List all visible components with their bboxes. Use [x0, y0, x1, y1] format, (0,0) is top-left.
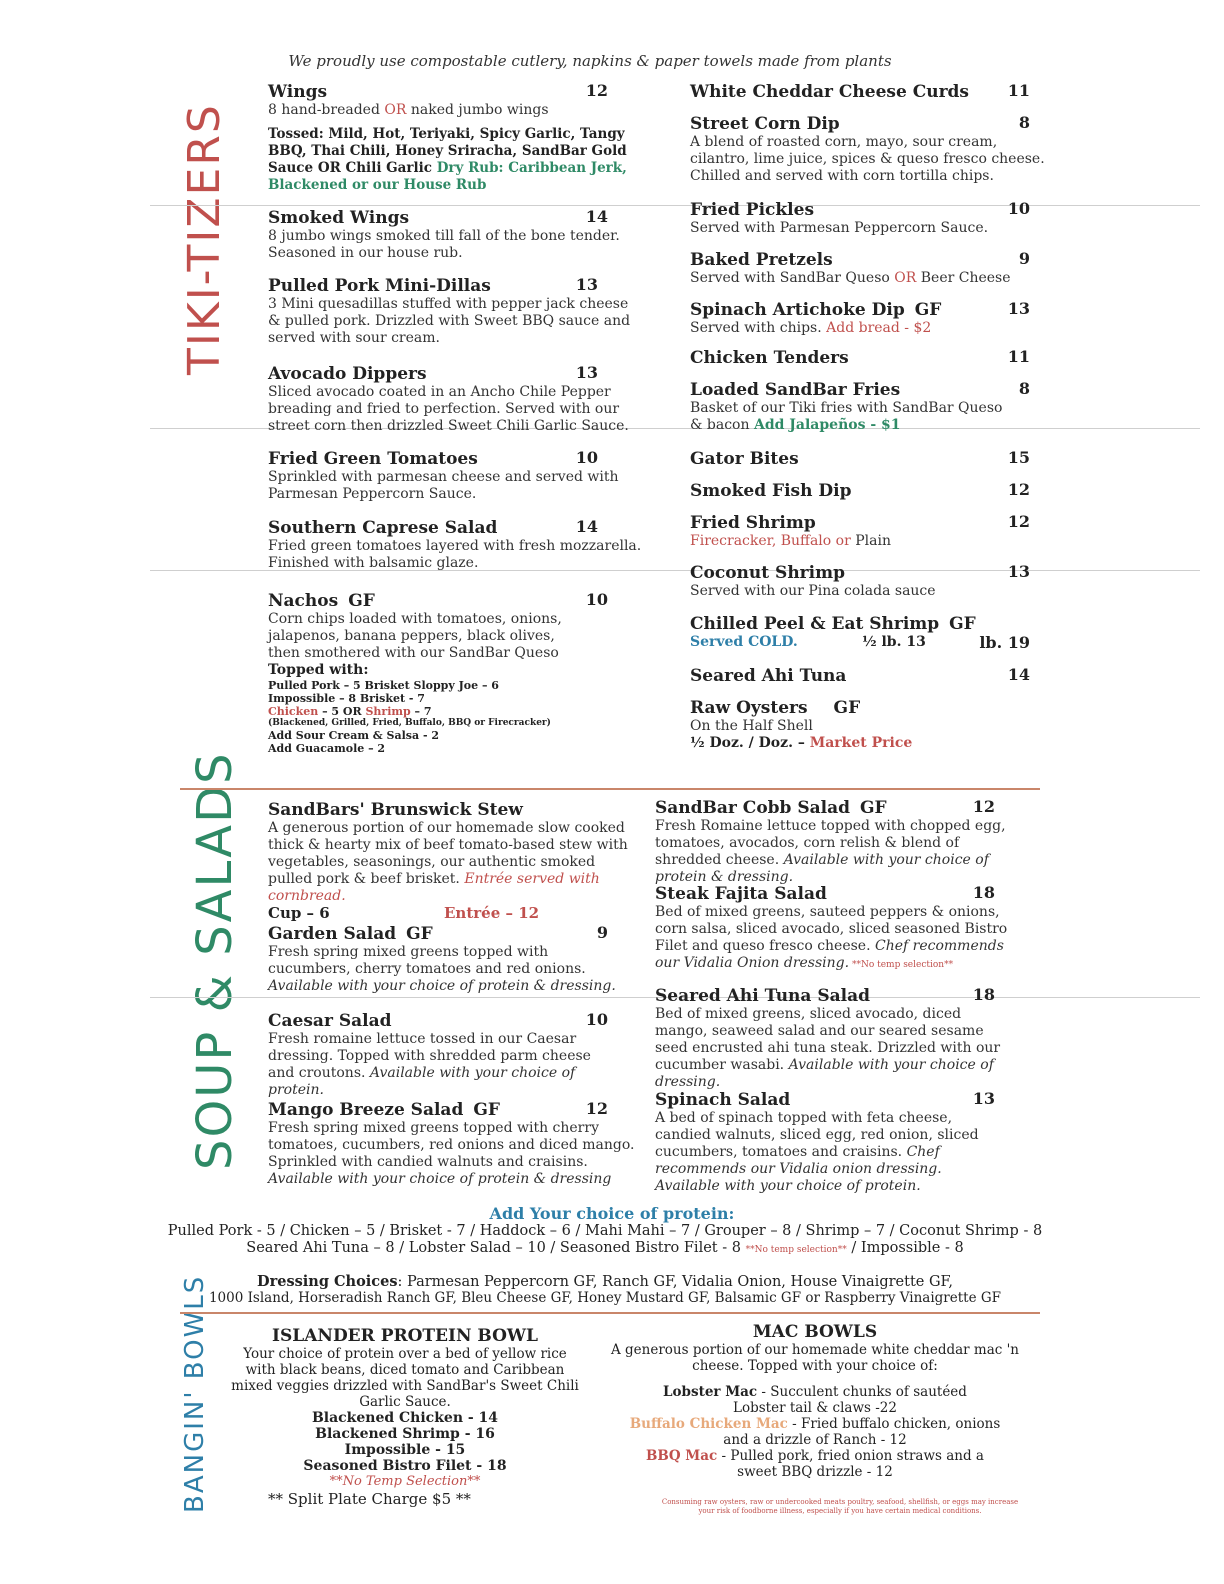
menu-item-spinach-salad: Spinach Salad 13 A bed of spinach topped with feta cheese, candied walnuts, sliced egg, red onion, sliced cucumbers, tomatoes and craisins. Chef recommends our Vidalia onion dressing. Available with your choice of protein. [655, 1089, 995, 1194]
protein-line-2: Seared Ahi Tuna – 8 / Lobster Salad – 10 / Seasoned Bistro Filet - 8 **No temp selection** / Impossible - 8 [246, 1240, 964, 1256]
menu-item-street-corn-dip: Street Corn Dip 8 A blend of roasted corn, mayo, sour cream, cilantro, lime juice, spices & queso fresco cheese. Chilled and served with corn tortilla chips. [690, 113, 1045, 184]
menu-item-spinach-artichoke-dip: Spinach Artichoke Dip GF 13 Served with chips. Add bread - $2 [690, 299, 1030, 336]
mac-bowls: MAC BOWLS A generous portion of our homemade white cheddar mac 'n cheese. Topped with your choice of: Lobster Mac - Succulent chunks of sautéed Lobster tail & claws -22 Buffalo Chicken Mac - Fried buffalo chicken, onions and a drizzle of Ranch - 12 BBQ Mac - Pulled pork, fried onion straws and a sweet BBQ drizzle - 12 [611, 1322, 1019, 1480]
menu-item-southern-caprese: Southern Caprese Salad 14 Fried green tomatoes layered with fresh mozzarella. Finished with balsamic glaze. [268, 517, 642, 571]
split-plate-charge: ** Split Plate Charge $5 ** [268, 1490, 471, 1508]
section-label-soup-salads: SOUP & SALADS [187, 751, 243, 1170]
dressing-line-2: 1000 Island, Horseradish Ranch GF, Bleu Cheese GF, Honey Mustard GF, Balsamic GF or Raspberry Vinaigrette GF [208, 1290, 1002, 1306]
menu-item-fried-shrimp: Fried Shrimp 12 Firecracker, Buffalo or Plain [690, 512, 1030, 549]
wings-sauce-options: Tossed: Mild, Hot, Teriyaki, Spicy Garlic, Tangy BBQ, Thai Chili, Honey Sriracha, SandBar Gold Sauce OR Chili Garlic Dry Rub: Caribbean Jerk, Blackened or our House Rub [268, 126, 627, 193]
menu-item-steak-fajita-salad: Steak Fajita Salad 18 Bed of mixed greens, sauteed peppers & onions, corn salsa, sliced avocado, sliced seasoned Bistro Filet and queso fresco cheese. Chef recommends our Vidalia Onion dressing. **No temp selection** [655, 883, 1008, 971]
dressing-line-1: Dressing Choices: Parmesan Peppercorn GF, Ranch GF, Vidalia Onion, House Vinaigrette GF, [257, 1273, 953, 1290]
menu-item-nachos: Nachos GF 10 Corn chips loaded with tomatoes, onions, jalapenos, banana peppers, black olives, then smothered with our SandBar Queso Topped with: Pulled Pork – 5 Brisket Sloppy Joe – 6 Impossible – 8 Brisket - 7 Chicken – 5 OR Shrimp – 7 (Blackened, Grilled, Fried, Buffalo, BBQ or Firecracker) Add Sour Cream & Salsa - 2 Add Guacamole – 2 [268, 590, 608, 755]
section-label-bangin-bowls: BANGIN' BOWLS [180, 1274, 210, 1513]
menu-item-wings: Wings 12 8 hand-breaded OR naked jumbo wings [268, 81, 608, 118]
menu-item-cobb-salad: SandBar Cobb Salad GF 12 Fresh Romaine lettuce topped with chopped egg, tomatoes, avocados, corn relish & blend of shredded cheese. Available with your choice of protein & dressing. [655, 797, 1006, 885]
menu-item-raw-oysters: Raw Oysters GF On the Half Shell ½ Doz. / Doz. – Market Price [690, 698, 913, 751]
disclaimer: Consuming raw oysters, raw or undercooked meats poultry, seafood, shellfish, or eggs may increase your risk of foodborne illness, especially if you have certain medical conditions. [661, 1498, 1019, 1515]
menu-item-seared-ahi-tuna: Seared Ahi Tuna 14 [690, 665, 1030, 686]
menu-item-loaded-fries: Loaded SandBar Fries 8 Basket of our Tiki fries with SandBar Queso & bacon Add Jalapeños - $1 [690, 379, 1030, 433]
menu-item-garden-salad: Garden Salad GF 9 Fresh spring mixed greens topped with cucumbers, cherry tomatoes and red onions. Available with your choice of protein & dressing. [268, 923, 616, 994]
menu-item-baked-pretzels: Baked Pretzels 9 Served with SandBar Queso OR Beer Cheese [690, 249, 1030, 286]
menu-item-smoked-wings: Smoked Wings 14 8 jumbo wings smoked till fall of the bone tender. Seasoned in our house rub. [268, 207, 620, 261]
menu-item-coconut-shrimp: Coconut Shrimp 13 Served with our Pina colada sauce [690, 562, 1030, 599]
section-divider [180, 1312, 1040, 1314]
menu-item-ahi-tuna-salad: Seared Ahi Tuna Salad 18 Bed of mixed greens, sliced avocado, diced mango, seaweed salad and our seared sesame seed encrusted ahi tuna steak. Drizzled with our cucumber wasabi. Available with your choice of dressing. [655, 985, 1001, 1090]
menu-item-gator-bites: Gator Bites 15 [690, 448, 1030, 469]
protein-line-1: Pulled Pork - 5 / Chicken – 5 / Brisket - 7 / Haddock – 6 / Mahi Mahi – 7 / Grouper – 8 / Shrimp – 7 / Coconut Shrimp - 8 [167, 1223, 1043, 1239]
divider [150, 205, 1200, 206]
menu-item-avocado-dippers: Avocado Dippers 13 Sliced avocado coated in an Ancho Chile Pepper breading and fried to perfection. Served with our street corn then drizzled Sweet Chili Garlic Sauce. [268, 363, 629, 434]
islander-bowl: ISLANDER PROTEIN BOWL Your choice of protein over a bed of yellow rice with black beans, diced tomato and Caribbean mixed veggies drizzled with SandBar's Sweet Chili Garlic Sauce. Blackened Chicken - 14 Blackened Shrimp - 16 Impossible - 15 Seasoned Bistro Filet - 18 **No Temp Selection** [231, 1326, 579, 1489]
menu-item-brunswick-stew: SandBars' Brunswick Stew A generous portion of our homemade slow cooked thick & hearty mix of beef tomato-based stew with vegetables, seasonings, our authentic smoked pulled pork & beef brisket. Entrée served with cornbread. Cup – 6 Entrée – 12 [268, 800, 628, 922]
menu-item-chicken-tenders: Chicken Tenders 11 [690, 347, 1030, 368]
menu-item-peel-eat-shrimp: Chilled Peel & Eat Shrimp GF Served COLD. ½ lb. 13 lb. 19 [690, 614, 1030, 652]
tagline: We proudly use compostable cutlery, napkins & paper towels made from plants [288, 52, 892, 70]
menu-item-smoked-fish-dip: Smoked Fish Dip 12 [690, 480, 1030, 501]
menu-item-mini-dillas: Pulled Pork Mini-Dillas 13 3 Mini quesadillas stuffed with pepper jack cheese & pulled pork. Drizzled with Sweet BBQ sauce and served with sour cream. [268, 275, 631, 346]
section-label-tikitizers: TIKI-TIZERS [179, 103, 230, 375]
menu-item-cheese-curds: White Cheddar Cheese Curds 11 [690, 81, 1030, 102]
protein-title: Add Your choice of protein: [489, 1204, 735, 1223]
menu-item-fried-pickles: Fried Pickles 10 Served with Parmesan Peppercorn Sauce. [690, 199, 1030, 236]
menu-item-caesar-salad: Caesar Salad 10 Fresh romaine lettuce tossed in our Caesar dressing. Topped with shredded parm cheese and croutons. Available with your choice of protein. [268, 1010, 608, 1098]
section-divider [180, 788, 1040, 790]
menu-item-fried-green-tomatoes: Fried Green Tomatoes 10 Sprinkled with parmesan cheese and served with Parmesan Peppercorn Sauce. [268, 448, 619, 502]
menu-item-mango-breeze-salad: Mango Breeze Salad GF 12 Fresh spring mixed greens topped with cherry tomatoes, cucumbers, red onions and diced mango. Sprinkled with candied walnuts and craisins. Available with your choice of protein & dressing [268, 1099, 635, 1187]
